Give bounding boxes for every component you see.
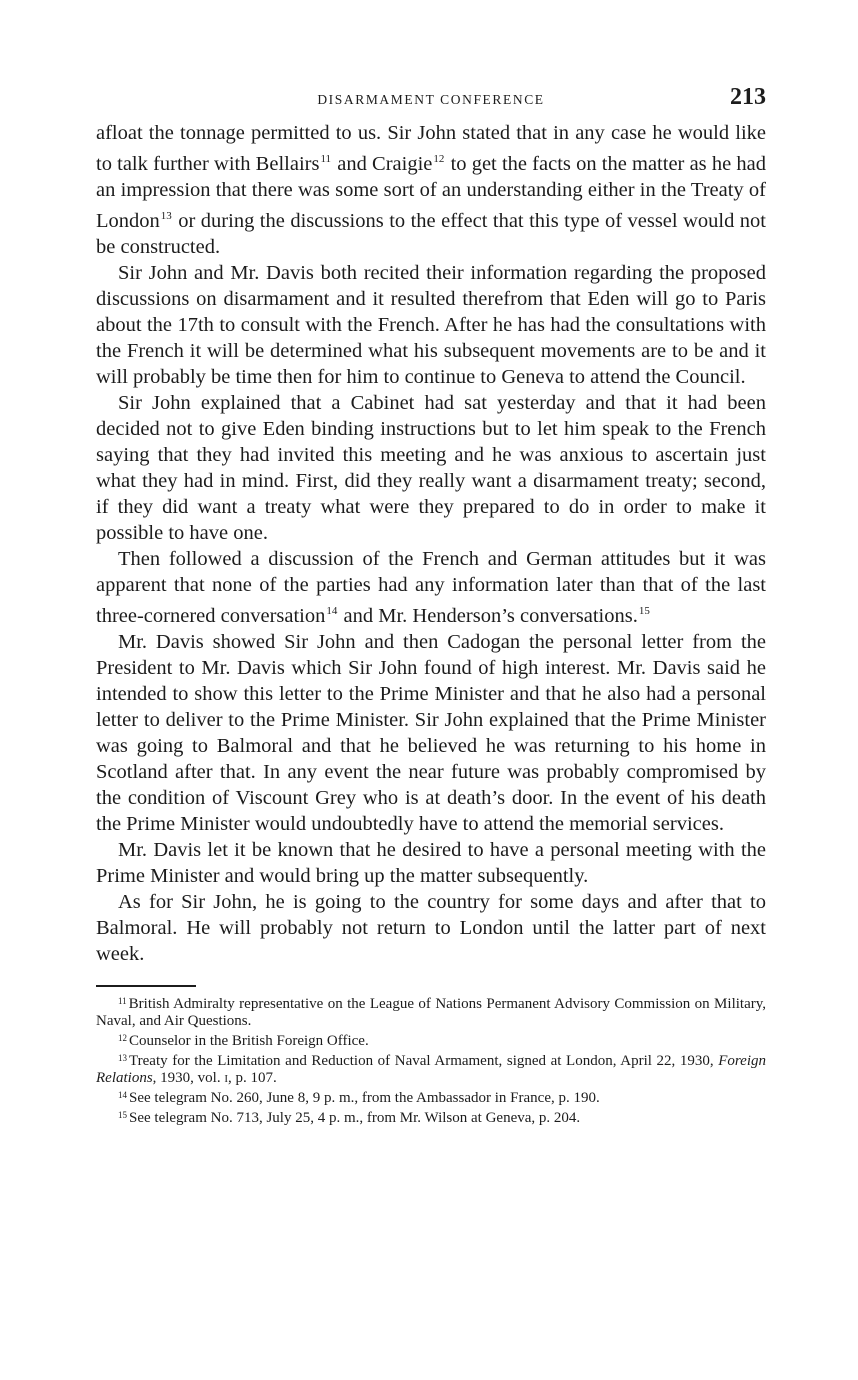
italic-text: Foreign Relations — [96, 1053, 766, 1086]
footnote — [96, 1087, 766, 1107]
text-run: As for Sir John, he is going to the country for some days and after that to Balmoral. He will probably not return to London until the latter part of next week. — [96, 891, 766, 965]
footnote — [96, 1107, 766, 1127]
text-run: afloat the tonnage permitted to us. Sir John stated that in any case he would like to talk further with Bellairs — [96, 122, 766, 175]
body-text — [96, 120, 766, 967]
page-header — [96, 84, 766, 120]
document-page — [96, 84, 766, 1127]
text-run: Then followed a discussion of the French and German attitudes but it was apparent that none of the parties had any information later than that of the last three-cornered conversation — [96, 548, 766, 627]
footnote-reference: 12 — [433, 153, 445, 165]
paragraph — [96, 837, 766, 889]
running-head: DISARMAMENT CONFERENCE — [317, 92, 545, 107]
footnote — [96, 1030, 766, 1050]
footnote-reference: 15 — [638, 605, 650, 617]
text-run: Mr. Davis showed Sir John and then Cadogan the personal letter from the President to Mr. Davis which Sir John found of high interest. Mr. Davis said he intended to show this letter to the Prime Minister and that he also had a personal letter to deliver to the Prime Minister. Sir John explained that the Prime Minister was going to Balmoral and that he believed he was returning to his home in Scotland after that. In any event the near future was probably compromised by the condition of Viscount Grey who is at death’s door. In the event of his death the Prime Minister would undoubtedly have to attend the memorial services. — [96, 631, 766, 835]
text-run: or during the discussions to the effect that this type of vessel would not be constructed. — [96, 210, 766, 258]
text-run: See telegram No. 713, July 25, 4 p. m., from Mr. Wilson at Geneva, p. 204. — [129, 1110, 581, 1126]
footnote-number: 14 — [118, 1090, 127, 1100]
text-run: , 1930, vol. — [152, 1070, 225, 1086]
paragraph — [96, 390, 766, 546]
small-caps-text: i — [224, 1070, 229, 1086]
text-run: Mr. Davis let it be known that he desired to have a personal meeting with the Prime Minister and would bring up the matter subsequently. — [96, 839, 766, 887]
text-run: and Craigie — [332, 153, 433, 175]
text-run: and Mr. Henderson’s conversations. — [338, 605, 638, 627]
paragraph — [96, 546, 766, 629]
paragraph — [96, 629, 766, 837]
footnote-separator — [96, 985, 196, 987]
footnote-reference: 14 — [326, 605, 338, 617]
text-run: to get the facts on the matter as he had an impression that there was some sort of an understanding either in the Treaty of London — [96, 153, 766, 232]
text-run: Counselor in the British Foreign Office. — [129, 1033, 369, 1049]
page-number: 213 — [730, 84, 766, 110]
text-run: , p. 107. — [228, 1070, 277, 1086]
footnote-number: 11 — [118, 996, 127, 1006]
text-run: Sir John and Mr. Davis both recited their information regarding the proposed discussions on disarmament and it resulted therefrom that Eden will go to Paris about the 17th to consult with the French. After he has had the consultations with the French it will be determined what his subsequent movements are to be and it will probably be time then for him to continue to Geneva to attend the Council. — [96, 262, 766, 388]
footnote-number: 15 — [118, 1110, 127, 1120]
text-run: Treaty for the Limitation and Reduction of Naval Armament, signed at London, April 22, 1930, — [129, 1053, 719, 1069]
paragraph — [96, 260, 766, 390]
footnote-reference: 13 — [160, 210, 172, 222]
footnote — [96, 993, 766, 1030]
text-run: British Admiralty representative on the League of Nations Permanent Advisory Commission on Military, Naval, and Air Questions. — [96, 996, 766, 1029]
text-run: Sir John explained that a Cabinet had sat yesterday and that it had been decided not to give Eden binding instructions but to let him speak to the French saying that they had invited this meeting and he was anxious to ascertain just what they had in mind. First, did they really want a disarmament treaty; second, if they did want a treaty what were they prepared to do in order to make it possible to have one. — [96, 392, 766, 544]
footnote-number: 12 — [118, 1033, 127, 1043]
footnote-number: 13 — [118, 1053, 127, 1063]
paragraph — [96, 120, 766, 260]
paragraph — [96, 889, 766, 967]
text-run: See telegram No. 260, June 8, 9 p. m., from the Ambassador in France, p. 190. — [129, 1090, 600, 1106]
footnote — [96, 1050, 766, 1087]
footnote-reference: 11 — [320, 153, 332, 165]
footnotes — [96, 993, 766, 1127]
